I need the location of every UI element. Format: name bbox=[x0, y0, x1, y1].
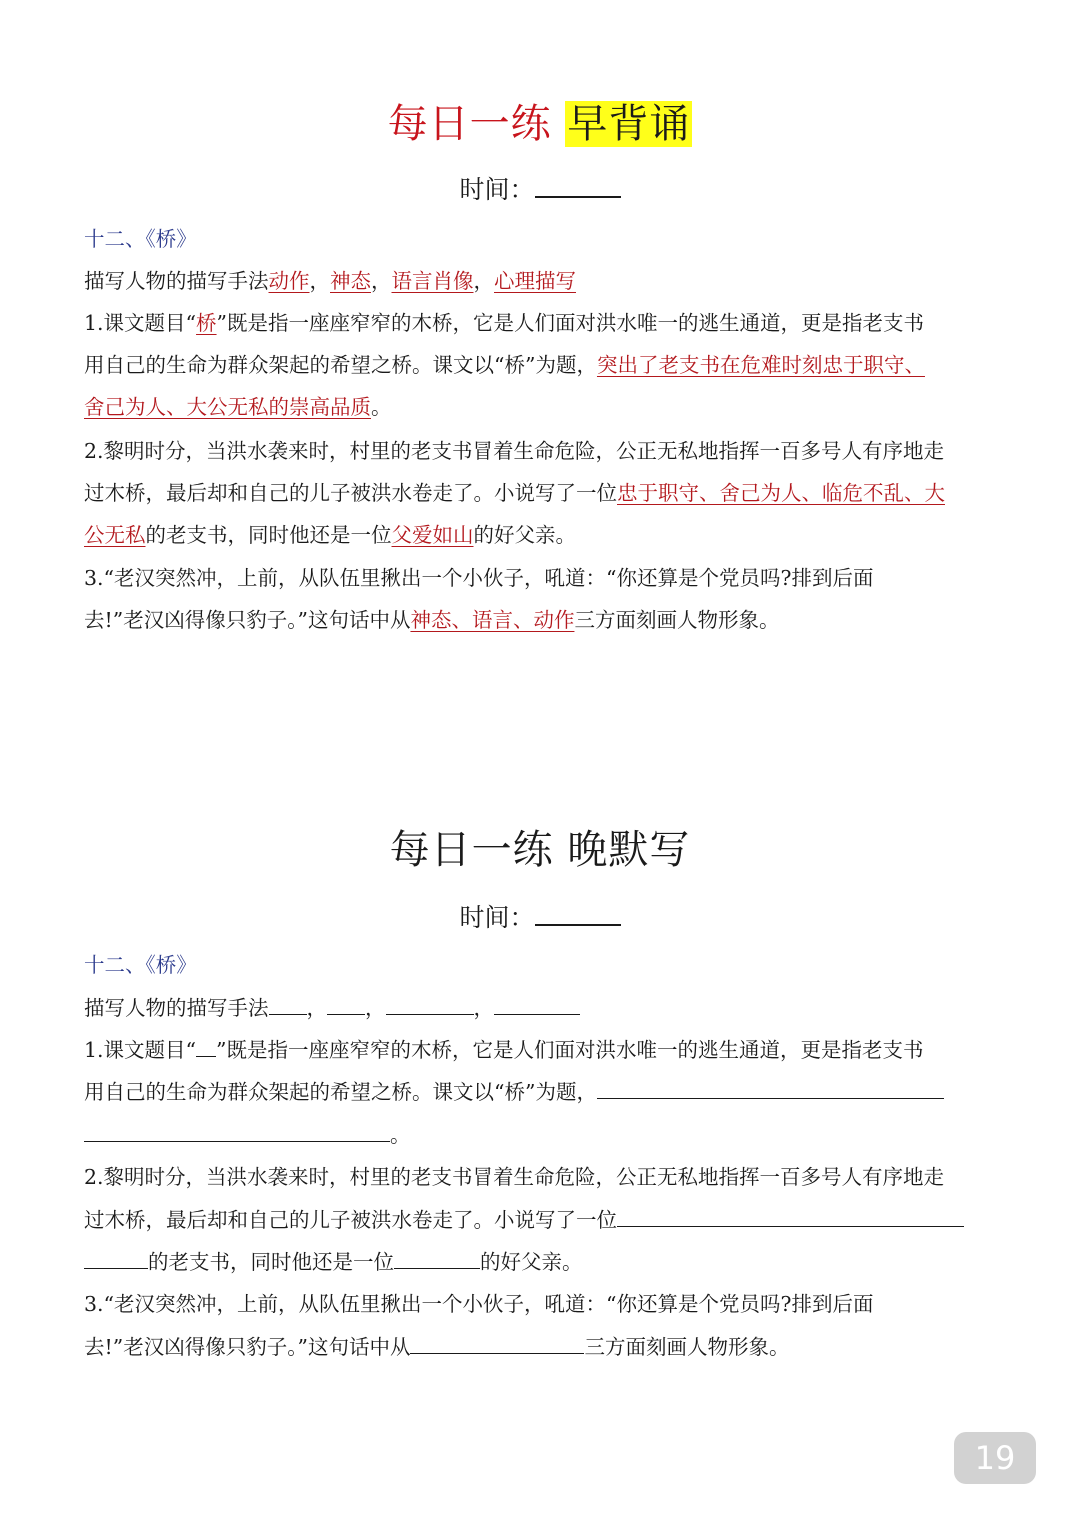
morning-title-prefix: 每日一练 bbox=[387, 101, 566, 147]
page-number-badge: 19 bbox=[954, 1432, 1036, 1484]
q1-text: ”既是指一座座窄窄的木桥，它是人们面对洪水唯一的逃生通道，更是指老支书 bbox=[216, 1038, 924, 1062]
q2-text: 过木桥，最后却和自己的儿子被洪水卷走了。小说写了一位 bbox=[84, 1208, 617, 1232]
blank-q2-answer-1[interactable] bbox=[617, 1204, 964, 1227]
answer-language-portrait: 语言肖像 bbox=[391, 269, 474, 293]
q1-period: 。 bbox=[390, 1123, 411, 1147]
blank-q1-answer-1[interactable] bbox=[597, 1076, 944, 1099]
evening-section-heading: 十二、《桥》 bbox=[84, 953, 197, 977]
morning-q2-line1: 2.黎明时分，当洪水袭来时，村里的老支书冒着生命危险，公正无私地指挥一百多号人有序地走 bbox=[84, 439, 945, 463]
evening-q1-line3 bbox=[84, 1119, 411, 1150]
q1-text: 用自己的生命为群众架起的希望之桥。课文以“桥”为题， bbox=[84, 353, 597, 377]
q2-text: 的好父亲。 bbox=[480, 1250, 583, 1274]
q2-answer-father: 父爱如山 bbox=[391, 523, 474, 547]
blank-technique-4[interactable] bbox=[494, 992, 580, 1015]
answer-expression: 神态 bbox=[330, 269, 371, 293]
evening-q2-line2 bbox=[84, 1204, 964, 1235]
evening-q2-line1: 2.黎明时分，当洪水袭来时，村里的老支书冒着生命危险，公正无私地指挥一百多号人有序地走 bbox=[84, 1165, 945, 1189]
blank-q2-answer-2[interactable] bbox=[84, 1246, 148, 1269]
blank-q3-answer[interactable] bbox=[410, 1331, 584, 1354]
morning-section-heading: 十二、《桥》 bbox=[84, 227, 197, 251]
evening-q1-line1 bbox=[84, 1034, 924, 1065]
evening-title: 每日一练 晚默写 bbox=[389, 827, 691, 873]
q1-answer-part1: 突出了老支书在危难时刻忠于职守、 bbox=[596, 353, 925, 377]
q1-text: ”既是指一座座窄窄的木桥，它是人们面对洪水唯一的逃生通道，更是指老支书 bbox=[216, 311, 925, 335]
answer-action: 动作 bbox=[268, 269, 310, 293]
morning-q3-line1: 3.“老汉突然冲，上前，从队伍里揪出一个小伙子，吼道：“你还算是个党员吗?排到后面 bbox=[84, 566, 874, 590]
morning-q1-line1 bbox=[84, 308, 924, 338]
evening-time-blank[interactable] bbox=[535, 898, 621, 926]
q3-answer: 神态、语言、动作 bbox=[410, 608, 575, 632]
blank-technique-1[interactable] bbox=[269, 992, 307, 1015]
q3-text: 三方面刻画人物形象。 bbox=[574, 608, 780, 632]
separator: ， bbox=[309, 269, 330, 293]
q1-text: 1.课文题目“ bbox=[84, 311, 197, 335]
blank-q1-title[interactable] bbox=[196, 1034, 216, 1057]
separator: ， bbox=[306, 996, 327, 1020]
q2-text: 的老支书，同时他还是一位 bbox=[148, 1250, 394, 1274]
morning-title bbox=[0, 92, 1080, 149]
separator: ， bbox=[473, 996, 494, 1020]
answer-psychology: 心理描写 bbox=[494, 269, 576, 293]
q1-text: 用自己的生命为群众架起的希望之桥。课文以“桥”为题， bbox=[84, 1080, 597, 1104]
q2-answer-part1: 忠于职守、舍己为人、临危不乱、大 bbox=[617, 481, 945, 505]
morning-q1-line2 bbox=[84, 350, 925, 380]
q1-text: 1.课文题目“ bbox=[84, 1038, 197, 1062]
q3-text: 去!”老汉凶得像只豹子。”这句话中从 bbox=[84, 1335, 411, 1359]
blank-q2-father[interactable] bbox=[394, 1246, 480, 1269]
separator: ， bbox=[473, 269, 494, 293]
q3-text: 三方面刻画人物形象。 bbox=[584, 1335, 790, 1359]
techniques-prefix: 描写人物的描写手法 bbox=[84, 269, 269, 293]
morning-q2-line3 bbox=[84, 520, 576, 550]
q1-period: 。 bbox=[371, 395, 392, 419]
evening-q1-line2 bbox=[84, 1076, 944, 1107]
morning-q2-line2 bbox=[84, 478, 945, 508]
q2-text: 的好父亲。 bbox=[473, 523, 576, 547]
evening-q2-line3 bbox=[84, 1246, 583, 1277]
techniques-prefix: 描写人物的描写手法 bbox=[84, 996, 269, 1020]
evening-time-row bbox=[0, 898, 1080, 934]
morning-time-row bbox=[0, 170, 1080, 206]
q3-text: 去!”老汉凶得像只豹子。”这句话中从 bbox=[84, 608, 411, 632]
morning-q3-line2 bbox=[84, 605, 779, 635]
blank-technique-3[interactable] bbox=[386, 992, 474, 1015]
morning-q1-line3 bbox=[84, 392, 392, 422]
morning-time-label: 时间： bbox=[459, 175, 535, 204]
evening-q3-line2 bbox=[84, 1331, 789, 1362]
separator: ， bbox=[365, 996, 386, 1020]
blank-technique-2[interactable] bbox=[327, 992, 365, 1015]
q2-answer-part2: 公无私 bbox=[84, 523, 146, 547]
q1-answer-part2: 舍己为人、大公无私的崇高品质 bbox=[84, 395, 371, 419]
evening-techniques bbox=[84, 992, 580, 1023]
q2-text: 过木桥，最后却和自己的儿子被洪水卷走了。小说写了一位 bbox=[84, 481, 617, 505]
q2-text: 的老支书，同时他还是一位 bbox=[145, 523, 392, 547]
morning-title-highlight: 早背诵 bbox=[567, 101, 691, 147]
separator: ， bbox=[371, 269, 392, 293]
morning-time-blank[interactable] bbox=[535, 170, 621, 198]
evening-q3-line1: 3.“老汉突然冲，上前，从队伍里揪出一个小伙子，吼道：“你还算是个党员吗?排到后面 bbox=[84, 1292, 874, 1316]
morning-techniques bbox=[84, 266, 576, 296]
q1-answer-bridge: 桥 bbox=[196, 311, 217, 335]
blank-q1-answer-2[interactable] bbox=[84, 1119, 390, 1142]
evening-time-label: 时间： bbox=[459, 903, 535, 932]
